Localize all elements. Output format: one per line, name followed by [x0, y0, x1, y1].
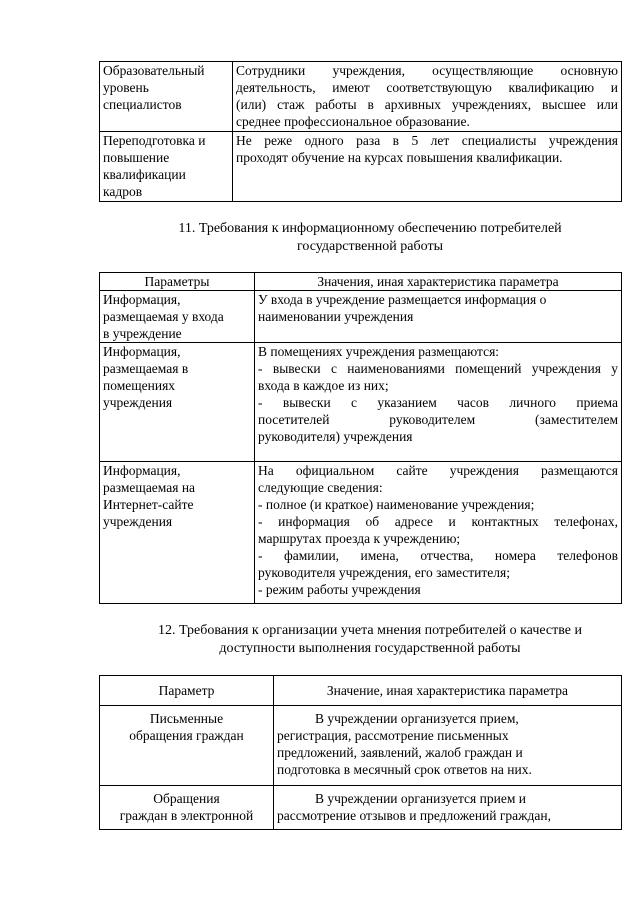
param-cell: [100, 462, 255, 604]
cell-line: предложений, заявлений, жалоб граждан и: [277, 745, 523, 760]
cell-line: Обращения: [153, 791, 220, 806]
header-value: Значения, иная характеристика параметра: [255, 273, 622, 291]
cell-line: руководителя) учреждения: [258, 429, 413, 444]
header-param: Параметр: [100, 676, 274, 706]
cell-line: - полное (и краткое) наименование учреждения;: [258, 497, 535, 512]
param-cell: [100, 62, 233, 132]
cell-line: Образовательный: [103, 63, 205, 78]
cell-line: В учреждении организуется прием,: [315, 711, 519, 726]
value-cell: [274, 786, 622, 830]
param-cell: [100, 132, 233, 202]
table-row: [100, 132, 622, 202]
cell-line: размещаемая у входа: [103, 309, 224, 324]
cell-line: Не реже одного раза в 5 лет специалисты учреждения: [236, 133, 618, 148]
cell-line: В помещениях учреждения размещаются:: [258, 344, 500, 359]
cell-line: У входа в учреждение размещается информация о: [258, 292, 547, 307]
cell-line: - вывески с указанием часов личного приема: [258, 395, 618, 410]
heading-line: доступности выполнения государственной работы: [219, 641, 521, 656]
table-row: [100, 343, 622, 462]
cell-line: Переподготовка и: [103, 133, 206, 148]
cell-line: (или) стаж работы в архивных учреждениях, высшее или: [236, 97, 618, 112]
heading-line: 11. Требования к информационному обеспечению потребителей: [178, 221, 562, 236]
section-12-heading: [115, 622, 625, 658]
cell-line: рассмотрение отзывов и предложений граждан,: [277, 808, 551, 823]
cell-line: Информация,: [103, 344, 181, 359]
value-cell: [255, 291, 622, 343]
cell-line: - информация об адресе и контактных телефонах,: [258, 514, 618, 529]
value-cell: [255, 343, 622, 462]
table-row: [100, 291, 622, 343]
cell-line: размещаемая на: [103, 480, 196, 495]
cell-line: руководителя учреждения, его заместителя;: [258, 565, 510, 580]
cell-line: Информация,: [103, 292, 181, 307]
table-row: [100, 706, 622, 786]
cell-line: подготовка в месячный срок ответов на них.: [277, 762, 532, 777]
feedback-requirements-table: [99, 675, 622, 830]
cell-line: Интернет-сайте: [103, 497, 194, 512]
table-header-row: [100, 273, 622, 291]
cell-line: На официальном сайте учреждения размещаются: [258, 463, 618, 478]
cell-line: обращения граждан: [129, 728, 244, 743]
table-row: [100, 786, 622, 830]
value-cell: [233, 62, 622, 132]
heading-line: 12. Требования к организации учета мнения потребителей о качестве и: [158, 623, 582, 638]
value-cell: [233, 132, 622, 202]
cell-line: помещениях: [103, 378, 176, 393]
param-cell: [100, 291, 255, 343]
cell-line: В учреждении организуется прием и: [315, 791, 526, 806]
header-value: Значение, иная характеристика параметра: [274, 676, 622, 706]
cell-line: квалификации: [103, 167, 186, 182]
cell-line: входа в каждое из них;: [258, 378, 389, 393]
cell-line: - вывески с наименованиями помещений учреждения у: [258, 361, 618, 376]
cell-line: деятельность, имеют соответствующую квалификацию и: [236, 80, 618, 95]
cell-line: Сотрудники учреждения, осуществляющие основную: [236, 63, 618, 78]
cell-line: повышение: [103, 150, 170, 165]
cell-line: - фамилии, имена, отчества, номера телефонов: [258, 548, 618, 563]
cell-line: регистрация, рассмотрение письменных: [277, 728, 509, 743]
param-cell: [100, 786, 274, 830]
cell-line: специалистов: [103, 97, 182, 112]
cell-line: кадров: [103, 184, 143, 199]
cell-line: в учреждение: [103, 326, 182, 341]
cell-line: - режим работы учреждения: [258, 582, 421, 597]
cell-line: Письменные: [149, 711, 224, 726]
value-cell: [274, 706, 622, 786]
cell-line: среднее профессиональное образование.: [236, 114, 470, 129]
cell-line: посетителей руководителем (заместителем: [258, 412, 618, 427]
section-11-heading: [130, 220, 610, 256]
cell-line: проходят обучение на курсах повышения квалификации.: [236, 150, 563, 165]
cell-line: уровень: [103, 80, 149, 95]
cell-line: наименовании учреждения: [258, 309, 414, 324]
value-cell: [255, 462, 622, 604]
header-param: Параметры: [100, 273, 255, 291]
table-header-row: [100, 676, 622, 706]
table-row: [100, 462, 622, 604]
cell-line: следующие сведения:: [258, 480, 383, 495]
cell-line: размещаемая в: [103, 361, 189, 376]
heading-line: государственной работы: [297, 239, 443, 254]
qualification-table: [99, 61, 622, 202]
table-row: [100, 62, 622, 132]
param-cell: [100, 343, 255, 462]
cell-line: учреждения: [103, 514, 173, 529]
cell-line: Информация,: [103, 463, 181, 478]
cell-line: учреждения: [103, 395, 173, 410]
cell-line: маршрутах проезда к учреждению;: [258, 531, 461, 546]
cell-line: граждан в электронной: [119, 808, 254, 823]
param-cell: [100, 706, 274, 786]
info-requirements-table: [99, 272, 622, 604]
